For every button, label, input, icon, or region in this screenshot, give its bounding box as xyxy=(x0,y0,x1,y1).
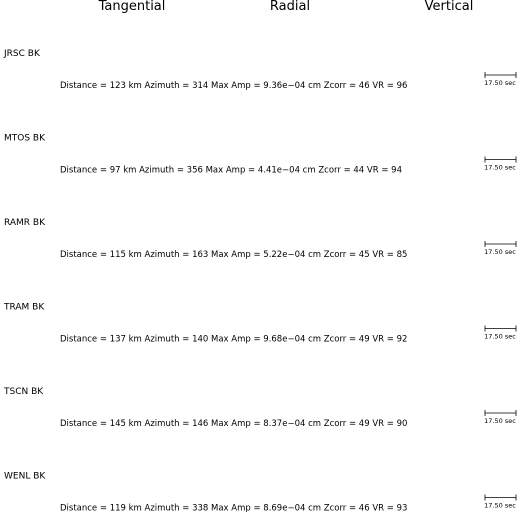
station-row xyxy=(4,218,516,260)
station-name: MTOS BK xyxy=(4,133,45,144)
column-titles xyxy=(98,0,474,14)
station-rows xyxy=(3,49,516,512)
scale-bar xyxy=(484,157,516,172)
column-title: Vertical xyxy=(424,0,474,14)
station-name: RAMR BK xyxy=(4,218,46,228)
station-row xyxy=(4,472,516,512)
scale-bar xyxy=(484,326,516,341)
station-row xyxy=(3,49,516,91)
scale-bar-label: 17.50 sec xyxy=(484,79,516,87)
scale-bar-label: 17.50 sec xyxy=(484,163,516,172)
station-row xyxy=(4,134,516,176)
scale-bar xyxy=(484,495,516,510)
station-row xyxy=(3,303,516,345)
station-info: Distance = 123 km Azimuth = 314 Max Amp = 9.36e−04 cm Zcorr = 46 VR = 96 xyxy=(60,81,408,91)
station-name: WENL BK xyxy=(4,471,46,482)
station-info: Distance = 97 km Azimuth = 356 Max Amp = 4.41e−04 cm Zcorr = 44 VR = 94 xyxy=(60,165,402,176)
column-title: Tangential xyxy=(98,0,166,14)
column-title: Radial xyxy=(269,0,311,14)
scale-bar-label: 17.50 sec xyxy=(484,501,516,510)
scale-bar xyxy=(484,72,516,87)
station-row xyxy=(3,387,516,429)
station-info: Distance = 115 km Azimuth = 163 Max Amp = 5.22e−04 cm Zcorr = 45 VR = 85 xyxy=(60,250,408,260)
station-info: Distance = 137 km Azimuth = 140 Max Amp = 9.68e−04 cm Zcorr = 49 VR = 92 xyxy=(60,334,408,345)
station-name: JRSC BK xyxy=(4,49,40,59)
scale-bar-label: 17.50 sec xyxy=(484,248,516,256)
scale-bar xyxy=(484,410,516,425)
scale-bar-label: 17.50 sec xyxy=(484,332,516,341)
station-name: TRAM BK xyxy=(4,302,45,313)
scale-bar-label: 17.50 sec xyxy=(484,417,516,425)
station-info: Distance = 119 km Azimuth = 338 Max Amp = 8.69e−04 cm Zcorr = 46 VR = 93 xyxy=(60,503,408,512)
station-info: Distance = 145 km Azimuth = 146 Max Amp = 8.37e−04 cm Zcorr = 49 VR = 90 xyxy=(60,419,408,429)
scale-bar xyxy=(484,241,516,256)
station-name: TSCN BK xyxy=(4,387,44,397)
